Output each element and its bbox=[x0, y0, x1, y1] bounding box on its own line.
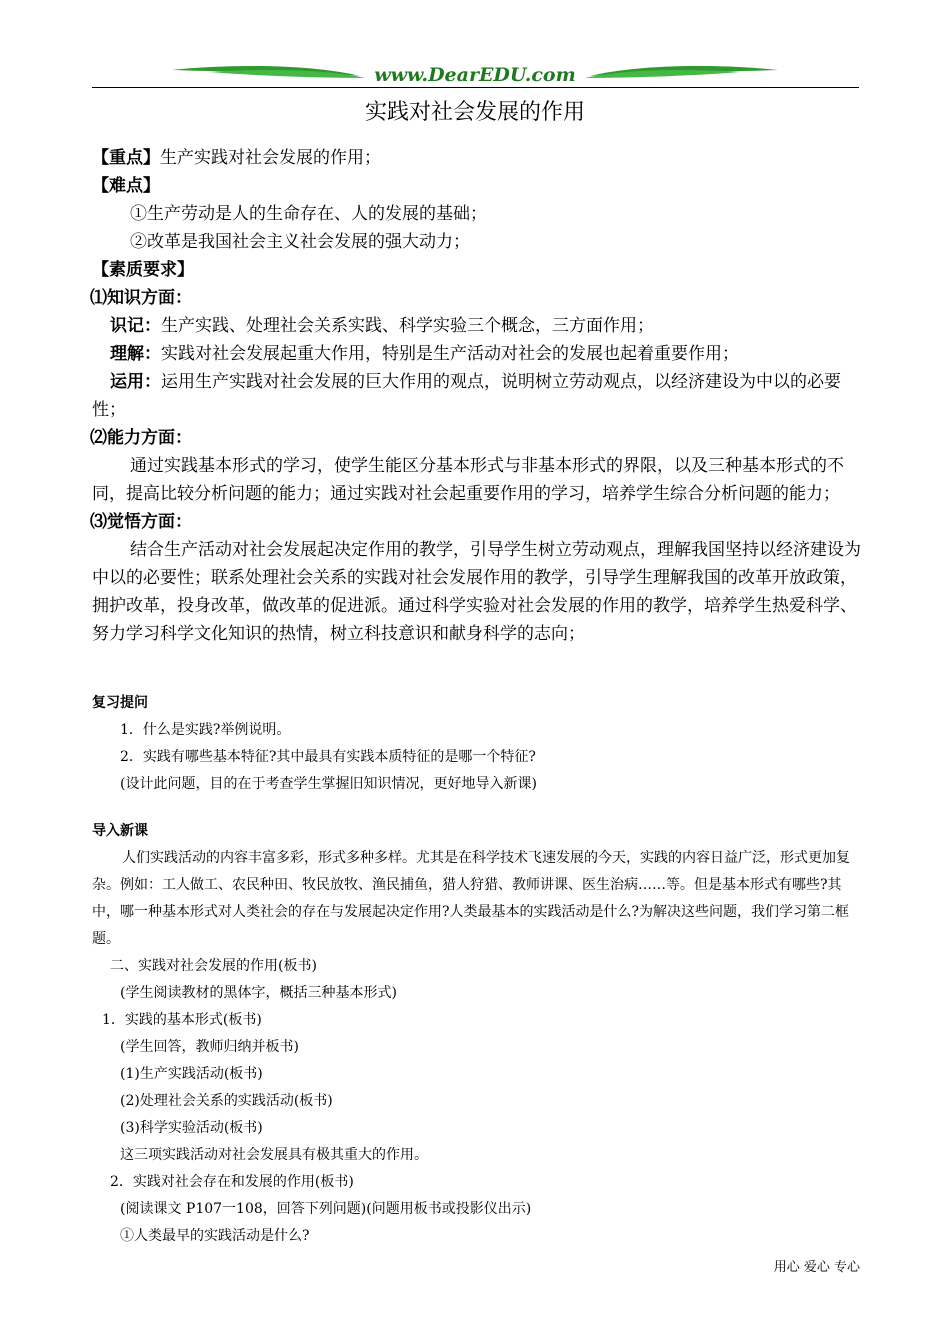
ability-text: 通过实践基本形式的学习，使学生能区分基本形式与非基本形式的界限，以及三种基本形式的不同，提高比较分析问题的能力；通过实践对社会起重要作用的学习，培养学生综合分析问题的能力； bbox=[92, 456, 844, 504]
outline-line: (学生回答，教师归纳并板书) bbox=[120, 1039, 299, 1055]
logo-text: www.DearEDU.com bbox=[374, 64, 576, 86]
review-note: (设计此问题，目的在于考查学生掌握旧知识情况，更好地导入新课) bbox=[120, 776, 537, 792]
review-question: 1．什么是实践?举例说明。 bbox=[120, 722, 291, 738]
awareness-text: 结合生产活动对社会发展起决定作用的教学，引导学生树立劳动观点，理解我国坚持以经济建设为中以的必要性；联系处理社会关系的实践对社会发展作用的教学，引导学生理解我国的改革开放政策，拥护改革，投身改革，做改革的促进派。通过科学实验对社会发展的作用的教学，培养学生热爱科学、努力学习科学文化知识的热情，树立科技意识和献身科学的志向； bbox=[92, 540, 861, 644]
outline-line: ①人类最早的实践活动是什么? bbox=[120, 1228, 310, 1244]
knowledge-item-text: 实践对社会发展起重大作用，特别是生产活动对社会的发展也起着重要作用； bbox=[161, 344, 739, 364]
focus-label: 【重点】 bbox=[92, 148, 160, 168]
knowledge-item-understand bbox=[92, 340, 862, 368]
difficulty-label: 【难点】 bbox=[92, 176, 160, 196]
intro-heading: 导入新课 bbox=[92, 823, 148, 839]
knowledge-item-apply bbox=[92, 368, 862, 424]
key-points-section bbox=[92, 144, 862, 648]
knowledge-item-label: 理解： bbox=[110, 344, 161, 364]
swoosh-logo-icon bbox=[170, 60, 780, 88]
outline-line: 2．实践对社会存在和发展的作用(板书) bbox=[110, 1174, 354, 1190]
knowledge-item-text: 生产实践、处理社会关系实践、科学实验三个概念，三方面作用； bbox=[161, 316, 654, 336]
outline-line: 这三项实践活动对社会发展具有极其重大的作用。 bbox=[120, 1147, 428, 1163]
header-logo bbox=[170, 60, 780, 88]
outline-line: 1．实践的基本形式(板书) bbox=[102, 1012, 262, 1028]
outline-line: 二、实践对社会发展的作用(板书) bbox=[110, 958, 317, 974]
review-section bbox=[92, 690, 862, 798]
knowledge-item-label: 识记： bbox=[110, 316, 161, 336]
knowledge-item-text: 运用生产实践对社会发展的巨大作用的观点，说明树立劳动观点，以经济建设为中以的必要性； bbox=[92, 372, 841, 420]
footer-slogan: 用心 爱心 专心 bbox=[773, 1260, 860, 1275]
outline-line: (1)生产实践活动(板书) bbox=[120, 1066, 263, 1082]
knowledge-heading: ⑴知识方面： bbox=[90, 288, 192, 308]
outline-line: (学生阅读教材的黑体字，概括三种基本形式) bbox=[120, 985, 397, 1001]
page-title: 实践对社会发展的作用 bbox=[364, 100, 585, 125]
ability-heading: ⑵能力方面： bbox=[90, 428, 192, 448]
knowledge-item-label: 运用： bbox=[110, 372, 161, 392]
outline-line: (阅读课文 P107一108，回答下列问题)(问题用板书或投影仪出示) bbox=[120, 1201, 532, 1217]
review-heading: 复习提问 bbox=[92, 695, 148, 711]
difficulty-item: ②改革是我国社会主义社会发展的强大动力； bbox=[130, 232, 470, 252]
intro-section bbox=[92, 818, 862, 1250]
knowledge-item-memorize bbox=[92, 312, 862, 340]
intro-paragraph: 人们实践活动的内容丰富多彩，形式多种多样。尤其是在科学技术飞速发展的今天，实践的内容日益广泛，形式更加复杂。例如：工人做工、农民种田、牧民放牧、渔民捕鱼，猎人狩猎、教师讲课、医生治病……等。但是基本形式有哪些?其中，哪一种基本形式对人类社会的存在与发展起决定作用?人类最基本的实践活动是什么?为解决这些问题，我们学习第二框题。 bbox=[92, 850, 850, 947]
focus-line bbox=[92, 144, 862, 172]
awareness-heading: ⑶觉悟方面： bbox=[90, 512, 192, 532]
outline-line: (3)科学实验活动(板书) bbox=[120, 1120, 263, 1136]
review-question: 2．实践有哪些基本特征?其中最具有实践本质特征的是哪一个特征? bbox=[120, 749, 536, 765]
quality-label: 【素质要求】 bbox=[92, 260, 194, 280]
header-rule bbox=[92, 87, 859, 88]
outline-line: (2)处理社会关系的实践活动(板书) bbox=[120, 1093, 333, 1109]
focus-text: 生产实践对社会发展的作用； bbox=[160, 148, 381, 168]
difficulty-item: ①生产劳动是人的生命存在、人的发展的基础； bbox=[130, 204, 487, 224]
